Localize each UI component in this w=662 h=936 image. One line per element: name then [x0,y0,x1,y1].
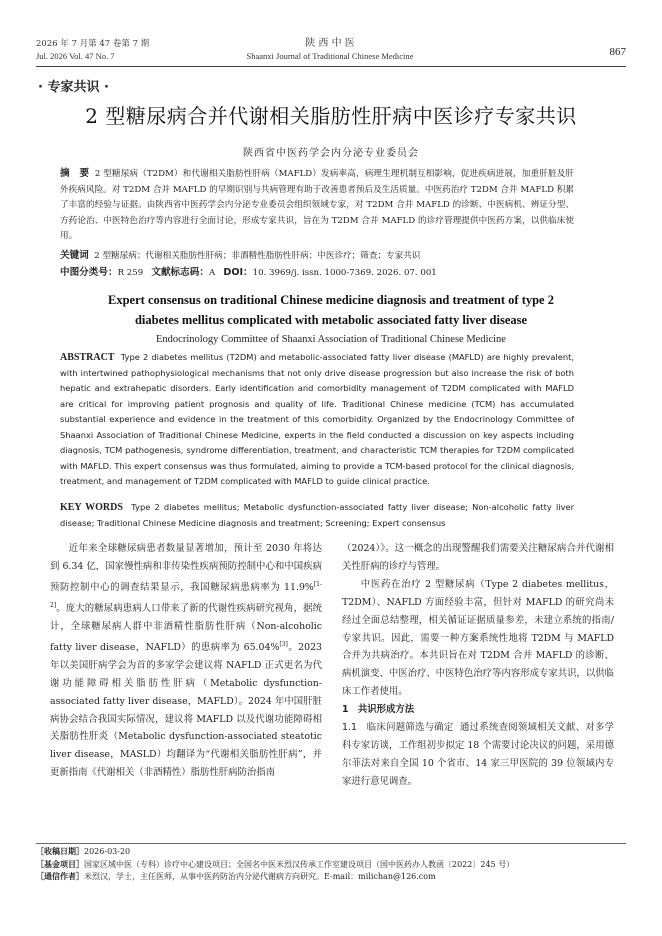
abstract-en [60,350,574,490]
intro-text-a: 近年来全球糖尿病患者数量显著增加，预计至 2030 年将达到 6.34 亿，国家慢性病和非传染性疾病预防控制中心和中国疾病预防控制中心的调查结果显示，我国糖尿病患病率为 11.9% [50,543,322,593]
keywords-cn-label: 关键词 [60,250,89,261]
doc-code-value: A [208,268,216,278]
body-paragraph-intro [50,540,322,782]
author-org-en: Endocrinology Committee of Shaanxi Association of Traditional Chinese Medicine [156,334,506,345]
keywords-en-text: Type 2 diabetes mellitus; Metabolic dysfunction-associated fatty liver disease; Non-alcoholic fatty liver disease; Traditional Chinese Medicine diagnosis and treatment; Screening; Expert consensus [60,502,574,528]
header-journal [180,38,480,62]
subsection-heading-1-1: 1.1 临床问题筛选与确定 [342,722,454,734]
article-title-cn: 2 型糖尿病合并代谢相关脂肪性肝病中医诊疗专家共识 [85,104,577,128]
header-journal-cn: 陕 西 中 医 [305,38,355,49]
correspondence-text: 米烈汉，学士，主任医师，从事中医药防治内分泌代谢病方向研究。E-mail：milichan@126.com [84,872,436,881]
article-title-en-line2: diabetes mellitus complicated with metabolic associated fatty liver disease [134,313,528,327]
fund-label: ［基金项目］ [36,859,84,869]
body-paragraph-continued: （2024）》。这一概念的出现警醒我们需要关注糖尿病合并代谢相关性肝病的诊疗与管理。 [342,543,614,572]
doi-value: 10. 3969/j. issn. 1000-7369. 2026. 07. 001 [252,268,437,278]
clc-label: 中图分类号： [60,267,118,278]
doc-code-label: 文献标志码： [151,267,209,278]
intro-text-c: 。2023 年以美国肝病学会为首的多家学会建议将 NAFLD 正式更名为代谢功能障碍相关脂肪性肝病（Metabolic dysfunction-associated fatty liver disease，MAFLD）。2024 年中国肝脏病协会结合我国实际情况，建议将 MAFLD 以及代谢功能障碍相关脂肪性肝炎（Metabolic dysfunction-associated steatotic liver disease，MASLD）均翻译为“代谢相关脂肪性肝病”，并更新指南《代谢相关（非酒精性）脂肪性肝病防治指南 [50,641,322,779]
author-org-cn: 陕西省中医药学会内分泌专业委员会 [243,148,419,159]
subsection-1-1-text: 通过系统查阅领域相关文献、对多学科专家访谈，工作组初步拟定 18 个需要讨论决议的问题，采用德尔菲法对来自全国 10 个省市、14 家三甲医院的 39 位领域内专家进行意见调查。 [342,722,614,787]
footnote-received [36,846,626,859]
article-title-en-line1: Expert consensus on traditional Chinese medicine diagnosis and treatment of type 2 [108,293,554,307]
correspondence-label: ［通信作者］ [36,872,84,881]
classification-line [60,265,600,282]
received-label: ［收稿日期］ [36,847,84,856]
footnotes [36,846,626,884]
intro-text-b: 。庞大的糖尿病患病人口带来了新的代谢性疾病研究视角，据统计，全球糖尿病人群中非酒精性脂肪性肝病（Non-alcoholic fatty liver disease，NAFLD）的患病率为 65.04% [50,602,322,653]
footnote-correspondence [36,871,626,884]
abstract-cn-text: 2 型糖尿病（T2DM）和代谢相关脂肪性肝病（MAFLD）发病率高，病理生理机制互相影响，促进疾病进展，加重肝脏及肝外疾病风险。对 T2DM 合并 MAFLD 的早期识别与共病管理有助于改善患者预后及生活质量。中医药治疗 T2DM 合并 MAFLD 积累了丰富的经验与证据。由陕西省中医药学会内分泌专业委员会组织领域专家，对 T2DM 合并 MAFLD 的诊断、中医病机、辨证分型、方药论治、中医特色治疗等内容进行全面讨论，形成专家共识，旨在为 T2DM 合并 MAFLD 的诊疗管理提供中医药方案，以供临床使用。 [60,169,575,242]
footnote-fund [36,859,626,872]
page-number: 867 [609,46,626,58]
body-column-left [50,540,322,782]
abstract-en-text: Type 2 diabetes mellitus (T2DM) and metabolic-associated fatty liver disease (MAFLD) are highly prevalent, with intertwined pathophysiological mechanisms that not only drive disease progression but also increase the risk of both hepatic and extrahepatic disorders. Early identification and comorbidity management of T2DM complicated with MAFLD are critical for improving patient prognosis and quality of life. Traditional Chinese medicine (TCM) has accumulated substantial experience and evidence in the treatment of this comorbidity. Organized by the Endocrinology Committee of Shaanxi Association of Traditional Chinese Medicine, experts in the field conducted a discussion on key aspects including diagnosis, TCM pathogenesis, syndrome differentiation, treatment, and characteristic TCM therapies for T2DM complicated with MAFLD. This expert consensus was thus formulated, aiming to provide a TCM-based protocol for the clinical diagnosis, treatment, and management of T2DM complicated with MAFLD to guide clinical practice. [60,352,574,486]
header-issue-cn: 2026 年 7 月第 47 卷第 7 期 [36,39,150,49]
body-paragraph-1-1 [342,719,614,791]
abstract-en-label: ABSTRACT [60,352,115,363]
citation-1-2: [1-2] [50,580,322,609]
body-column-right [342,540,614,791]
received-date: 2026-03-20 [84,847,131,856]
section-tag: · 专家共识 · [38,80,109,95]
header-issue [36,38,149,62]
doi-label: DOI： [223,267,253,278]
citation-3: [3] [279,640,288,648]
section-heading-1: 1 共识形成方法 [342,704,415,716]
body-paragraph-tcm: 中医药在治疗 2 型糖尿病（Type 2 diabetes mellitus，T2DM）、NAFLD 方面经验丰富，但针对 MAFLD 的研究尚未经过全面总结整理，相关循证证据质量参差，未建立系统的指南/专家共识。因此，需要一种方案系统性地将 T2DM 与 MAFLD 合并为共病治疗。本共识旨在对 T2DM 合并 MAFLD 的诊断、病机演变、中医治疗、中医特色治疗等内容形成专家共识，以供临床工作者使用。 [342,578,614,698]
clc-value: R 259 [117,268,144,278]
header-issue-en: Jul. 2026 Vol. 47 No. 7 [36,51,115,61]
article-title-en [40,290,622,330]
keywords-en [60,500,574,531]
keywords-en-label: KEY WORDS [60,502,123,513]
fund-text: 国家区域中医（专科）诊疗中心建设项目；全国名中医米烈汉传承工作室建设项目（国中医药办人教函〔2022〕245 号） [84,859,515,869]
header-journal-en: Shaanxi Journal of Traditional Chinese Medicine [246,51,414,61]
header-rule [36,66,626,67]
footnote-rule [36,843,626,844]
keywords-cn [60,248,574,265]
abstract-cn-label: 摘 要 [60,168,90,179]
keywords-cn-text: 2 型糖尿病；代谢相关脂肪性肝病；非酒精性脂肪性肝病；中医诊疗；筛查；专家共识 [94,251,421,261]
abstract-cn [60,166,574,245]
